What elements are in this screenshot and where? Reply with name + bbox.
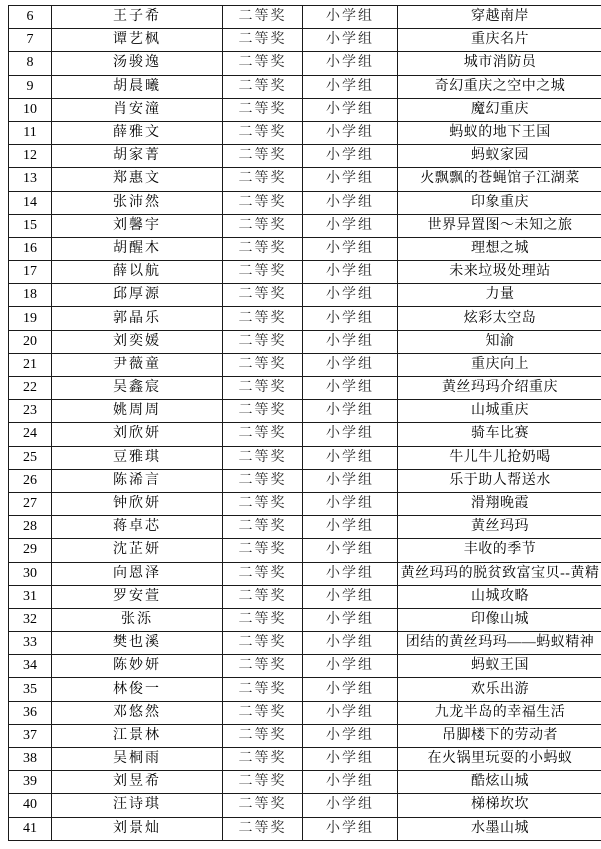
row-number-cell: 9 — [9, 75, 52, 98]
award-level-cell: 二等奖 — [223, 261, 303, 284]
contestant-name-cell: 郑惠文 — [52, 168, 223, 191]
table-row — [9, 145, 601, 168]
table-row — [9, 608, 601, 631]
group-cell: 小学组 — [303, 817, 398, 840]
row-number-cell: 40 — [9, 794, 52, 817]
table-row — [9, 400, 601, 423]
table-row — [9, 562, 601, 585]
group-cell: 小学组 — [303, 771, 398, 794]
contestant-name-cell: 樊也溪 — [52, 632, 223, 655]
award-level-cell: 二等奖 — [223, 52, 303, 75]
work-title-cell: 印象重庆 — [398, 191, 601, 214]
table-row — [9, 377, 601, 400]
row-number-cell: 29 — [9, 539, 52, 562]
work-title-cell: 黄丝玛玛介绍重庆 — [398, 377, 601, 400]
contestant-name-cell: 张沛然 — [52, 191, 223, 214]
table-row — [9, 29, 601, 52]
award-level-cell: 二等奖 — [223, 446, 303, 469]
award-level-cell: 二等奖 — [223, 817, 303, 840]
work-title-cell: 酷炫山城 — [398, 771, 601, 794]
row-number-cell: 31 — [9, 585, 52, 608]
contestant-name-cell: 谭艺枫 — [52, 29, 223, 52]
work-title-cell: 团结的黄丝玛玛——蚂蚁精神 — [398, 632, 601, 655]
contestant-name-cell: 豆雅琪 — [52, 446, 223, 469]
award-level-cell: 二等奖 — [223, 121, 303, 144]
award-level-cell: 二等奖 — [223, 539, 303, 562]
award-level-cell: 二等奖 — [223, 168, 303, 191]
table-row — [9, 794, 601, 817]
award-level-cell: 二等奖 — [223, 655, 303, 678]
contestant-name-cell: 林俊一 — [52, 678, 223, 701]
award-level-cell: 二等奖 — [223, 516, 303, 539]
row-number-cell: 24 — [9, 423, 52, 446]
row-number-cell: 38 — [9, 748, 52, 771]
table-row — [9, 98, 601, 121]
table-row — [9, 330, 601, 353]
work-title-cell: 魔幻重庆 — [398, 98, 601, 121]
group-cell: 小学组 — [303, 377, 398, 400]
contestant-name-cell: 吴桐雨 — [52, 748, 223, 771]
table-row — [9, 168, 601, 191]
work-title-cell: 穿越南岸 — [398, 6, 601, 29]
work-title-cell: 牛儿牛儿抢奶喝 — [398, 446, 601, 469]
group-cell: 小学组 — [303, 585, 398, 608]
group-cell: 小学组 — [303, 539, 398, 562]
table-row — [9, 585, 601, 608]
work-title-cell: 黄丝玛玛的脱贫致富宝贝--黄精 — [398, 562, 601, 585]
work-title-cell: 炫彩太空岛 — [398, 307, 601, 330]
row-number-cell: 22 — [9, 377, 52, 400]
award-level-cell: 二等奖 — [223, 237, 303, 260]
contestant-name-cell: 蒋卓芯 — [52, 516, 223, 539]
work-title-cell: 力量 — [398, 284, 601, 307]
award-level-cell: 二等奖 — [223, 377, 303, 400]
contestant-name-cell: 肖安潼 — [52, 98, 223, 121]
award-level-cell: 二等奖 — [223, 794, 303, 817]
table-row — [9, 817, 601, 840]
work-title-cell: 山城攻略 — [398, 585, 601, 608]
table-row — [9, 724, 601, 747]
award-level-cell: 二等奖 — [223, 724, 303, 747]
row-number-cell: 39 — [9, 771, 52, 794]
group-cell: 小学组 — [303, 794, 398, 817]
row-number-cell: 32 — [9, 608, 52, 631]
work-title-cell: 重庆名片 — [398, 29, 601, 52]
contestant-name-cell: 汤骏逸 — [52, 52, 223, 75]
work-title-cell: 滑翔晚霞 — [398, 492, 601, 515]
group-cell: 小学组 — [303, 237, 398, 260]
work-title-cell: 理想之城 — [398, 237, 601, 260]
work-title-cell: 山城重庆 — [398, 400, 601, 423]
group-cell: 小学组 — [303, 261, 398, 284]
awards-table — [8, 5, 601, 841]
award-level-cell: 二等奖 — [223, 748, 303, 771]
row-number-cell: 19 — [9, 307, 52, 330]
award-level-cell: 二等奖 — [223, 307, 303, 330]
contestant-name-cell: 胡家菁 — [52, 145, 223, 168]
contestant-name-cell: 胡醒木 — [52, 237, 223, 260]
contestant-name-cell: 陈浠言 — [52, 469, 223, 492]
group-cell: 小学组 — [303, 29, 398, 52]
award-level-cell: 二等奖 — [223, 585, 303, 608]
row-number-cell: 23 — [9, 400, 52, 423]
award-level-cell: 二等奖 — [223, 145, 303, 168]
table-row — [9, 75, 601, 98]
contestant-name-cell: 沈芷妍 — [52, 539, 223, 562]
row-number-cell: 33 — [9, 632, 52, 655]
row-number-cell: 15 — [9, 214, 52, 237]
table-row — [9, 423, 601, 446]
group-cell: 小学组 — [303, 353, 398, 376]
row-number-cell: 8 — [9, 52, 52, 75]
table-row — [9, 492, 601, 515]
award-level-cell: 二等奖 — [223, 562, 303, 585]
work-title-cell: 在火锅里玩耍的小蚂蚁 — [398, 748, 601, 771]
work-title-cell: 火飘飘的苍蝇馆子江湖菜 — [398, 168, 601, 191]
table-row — [9, 446, 601, 469]
work-title-cell: 知渝 — [398, 330, 601, 353]
contestant-name-cell: 郭晶乐 — [52, 307, 223, 330]
table-row — [9, 237, 601, 260]
work-title-cell: 奇幻重庆之空中之城 — [398, 75, 601, 98]
work-title-cell: 蚂蚁家园 — [398, 145, 601, 168]
table-row — [9, 307, 601, 330]
award-level-cell: 二等奖 — [223, 330, 303, 353]
table-row — [9, 52, 601, 75]
group-cell: 小学组 — [303, 191, 398, 214]
work-title-cell: 乐于助人帮送水 — [398, 469, 601, 492]
table-row — [9, 214, 601, 237]
group-cell: 小学组 — [303, 214, 398, 237]
table-row — [9, 353, 601, 376]
group-cell: 小学组 — [303, 168, 398, 191]
group-cell: 小学组 — [303, 724, 398, 747]
work-title-cell: 蚂蚁的地下王国 — [398, 121, 601, 144]
award-level-cell: 二等奖 — [223, 214, 303, 237]
row-number-cell: 25 — [9, 446, 52, 469]
work-title-cell: 骑车比赛 — [398, 423, 601, 446]
row-number-cell: 28 — [9, 516, 52, 539]
award-level-cell: 二等奖 — [223, 771, 303, 794]
work-title-cell: 未来垃圾处理站 — [398, 261, 601, 284]
award-level-cell: 二等奖 — [223, 469, 303, 492]
group-cell: 小学组 — [303, 75, 398, 98]
group-cell: 小学组 — [303, 748, 398, 771]
group-cell: 小学组 — [303, 52, 398, 75]
contestant-name-cell: 邓悠然 — [52, 701, 223, 724]
row-number-cell: 18 — [9, 284, 52, 307]
contestant-name-cell: 刘奕媛 — [52, 330, 223, 353]
table-row — [9, 516, 601, 539]
award-level-cell: 二等奖 — [223, 98, 303, 121]
group-cell: 小学组 — [303, 562, 398, 585]
contestant-name-cell: 张泺 — [52, 608, 223, 631]
work-title-cell: 欢乐出游 — [398, 678, 601, 701]
work-title-cell: 黄丝玛玛 — [398, 516, 601, 539]
group-cell: 小学组 — [303, 516, 398, 539]
work-title-cell: 丰收的季节 — [398, 539, 601, 562]
award-level-cell: 二等奖 — [223, 678, 303, 701]
row-number-cell: 17 — [9, 261, 52, 284]
award-level-cell: 二等奖 — [223, 284, 303, 307]
award-level-cell: 二等奖 — [223, 191, 303, 214]
group-cell: 小学组 — [303, 655, 398, 678]
group-cell: 小学组 — [303, 98, 398, 121]
work-title-cell: 梯梯坎坎 — [398, 794, 601, 817]
row-number-cell: 41 — [9, 817, 52, 840]
table-row — [9, 261, 601, 284]
table-row — [9, 701, 601, 724]
work-title-cell: 水墨山城 — [398, 817, 601, 840]
row-number-cell: 16 — [9, 237, 52, 260]
group-cell: 小学组 — [303, 678, 398, 701]
group-cell: 小学组 — [303, 492, 398, 515]
award-level-cell: 二等奖 — [223, 608, 303, 631]
row-number-cell: 35 — [9, 678, 52, 701]
contestant-name-cell: 刘欣妍 — [52, 423, 223, 446]
contestant-name-cell: 罗安萱 — [52, 585, 223, 608]
row-number-cell: 12 — [9, 145, 52, 168]
table-row — [9, 539, 601, 562]
contestant-name-cell: 邱厚源 — [52, 284, 223, 307]
contestant-name-cell: 刘景灿 — [52, 817, 223, 840]
row-number-cell: 10 — [9, 98, 52, 121]
row-number-cell: 11 — [9, 121, 52, 144]
work-title-cell: 九龙半岛的幸福生活 — [398, 701, 601, 724]
row-number-cell: 13 — [9, 168, 52, 191]
group-cell: 小学组 — [303, 446, 398, 469]
contestant-name-cell: 吴鑫宸 — [52, 377, 223, 400]
table-row — [9, 655, 601, 678]
table-row — [9, 6, 601, 29]
work-title-cell: 印像山城 — [398, 608, 601, 631]
award-level-cell: 二等奖 — [223, 492, 303, 515]
table-row — [9, 284, 601, 307]
award-level-cell: 二等奖 — [223, 6, 303, 29]
row-number-cell: 21 — [9, 353, 52, 376]
contestant-name-cell: 刘馨宇 — [52, 214, 223, 237]
row-number-cell: 27 — [9, 492, 52, 515]
group-cell: 小学组 — [303, 400, 398, 423]
table-row — [9, 748, 601, 771]
work-title-cell: 吊脚楼下的劳动者 — [398, 724, 601, 747]
award-level-cell: 二等奖 — [223, 353, 303, 376]
work-title-cell: 世界异置图～未知之旅 — [398, 214, 601, 237]
table-row — [9, 632, 601, 655]
row-number-cell: 7 — [9, 29, 52, 52]
table-row — [9, 771, 601, 794]
contestant-name-cell: 尹薇童 — [52, 353, 223, 376]
contestant-name-cell: 薛以航 — [52, 261, 223, 284]
group-cell: 小学组 — [303, 145, 398, 168]
contestant-name-cell: 钟欣妍 — [52, 492, 223, 515]
group-cell: 小学组 — [303, 608, 398, 631]
group-cell: 小学组 — [303, 632, 398, 655]
award-level-cell: 二等奖 — [223, 75, 303, 98]
group-cell: 小学组 — [303, 469, 398, 492]
row-number-cell: 20 — [9, 330, 52, 353]
award-level-cell: 二等奖 — [223, 400, 303, 423]
contestant-name-cell: 陈妙妍 — [52, 655, 223, 678]
contestant-name-cell: 刘昱希 — [52, 771, 223, 794]
award-level-cell: 二等奖 — [223, 423, 303, 446]
row-number-cell: 36 — [9, 701, 52, 724]
award-level-cell: 二等奖 — [223, 29, 303, 52]
group-cell: 小学组 — [303, 423, 398, 446]
contestant-name-cell: 姚周周 — [52, 400, 223, 423]
contestant-name-cell: 江景林 — [52, 724, 223, 747]
table-row — [9, 469, 601, 492]
row-number-cell: 30 — [9, 562, 52, 585]
contestant-name-cell: 王子希 — [52, 6, 223, 29]
awards-table-body — [9, 6, 601, 841]
award-level-cell: 二等奖 — [223, 632, 303, 655]
group-cell: 小学组 — [303, 307, 398, 330]
work-title-cell: 城市消防员 — [398, 52, 601, 75]
table-row — [9, 121, 601, 144]
group-cell: 小学组 — [303, 284, 398, 307]
work-title-cell: 重庆向上 — [398, 353, 601, 376]
contestant-name-cell: 胡晨曦 — [52, 75, 223, 98]
group-cell: 小学组 — [303, 330, 398, 353]
group-cell: 小学组 — [303, 121, 398, 144]
group-cell: 小学组 — [303, 701, 398, 724]
group-cell: 小学组 — [303, 6, 398, 29]
row-number-cell: 6 — [9, 6, 52, 29]
award-level-cell: 二等奖 — [223, 701, 303, 724]
table-row — [9, 191, 601, 214]
row-number-cell: 34 — [9, 655, 52, 678]
contestant-name-cell: 薛雅文 — [52, 121, 223, 144]
row-number-cell: 37 — [9, 724, 52, 747]
work-title-cell: 蚂蚁王国 — [398, 655, 601, 678]
table-row — [9, 678, 601, 701]
row-number-cell: 14 — [9, 191, 52, 214]
row-number-cell: 26 — [9, 469, 52, 492]
contestant-name-cell: 汪诗琪 — [52, 794, 223, 817]
contestant-name-cell: 向恩泽 — [52, 562, 223, 585]
